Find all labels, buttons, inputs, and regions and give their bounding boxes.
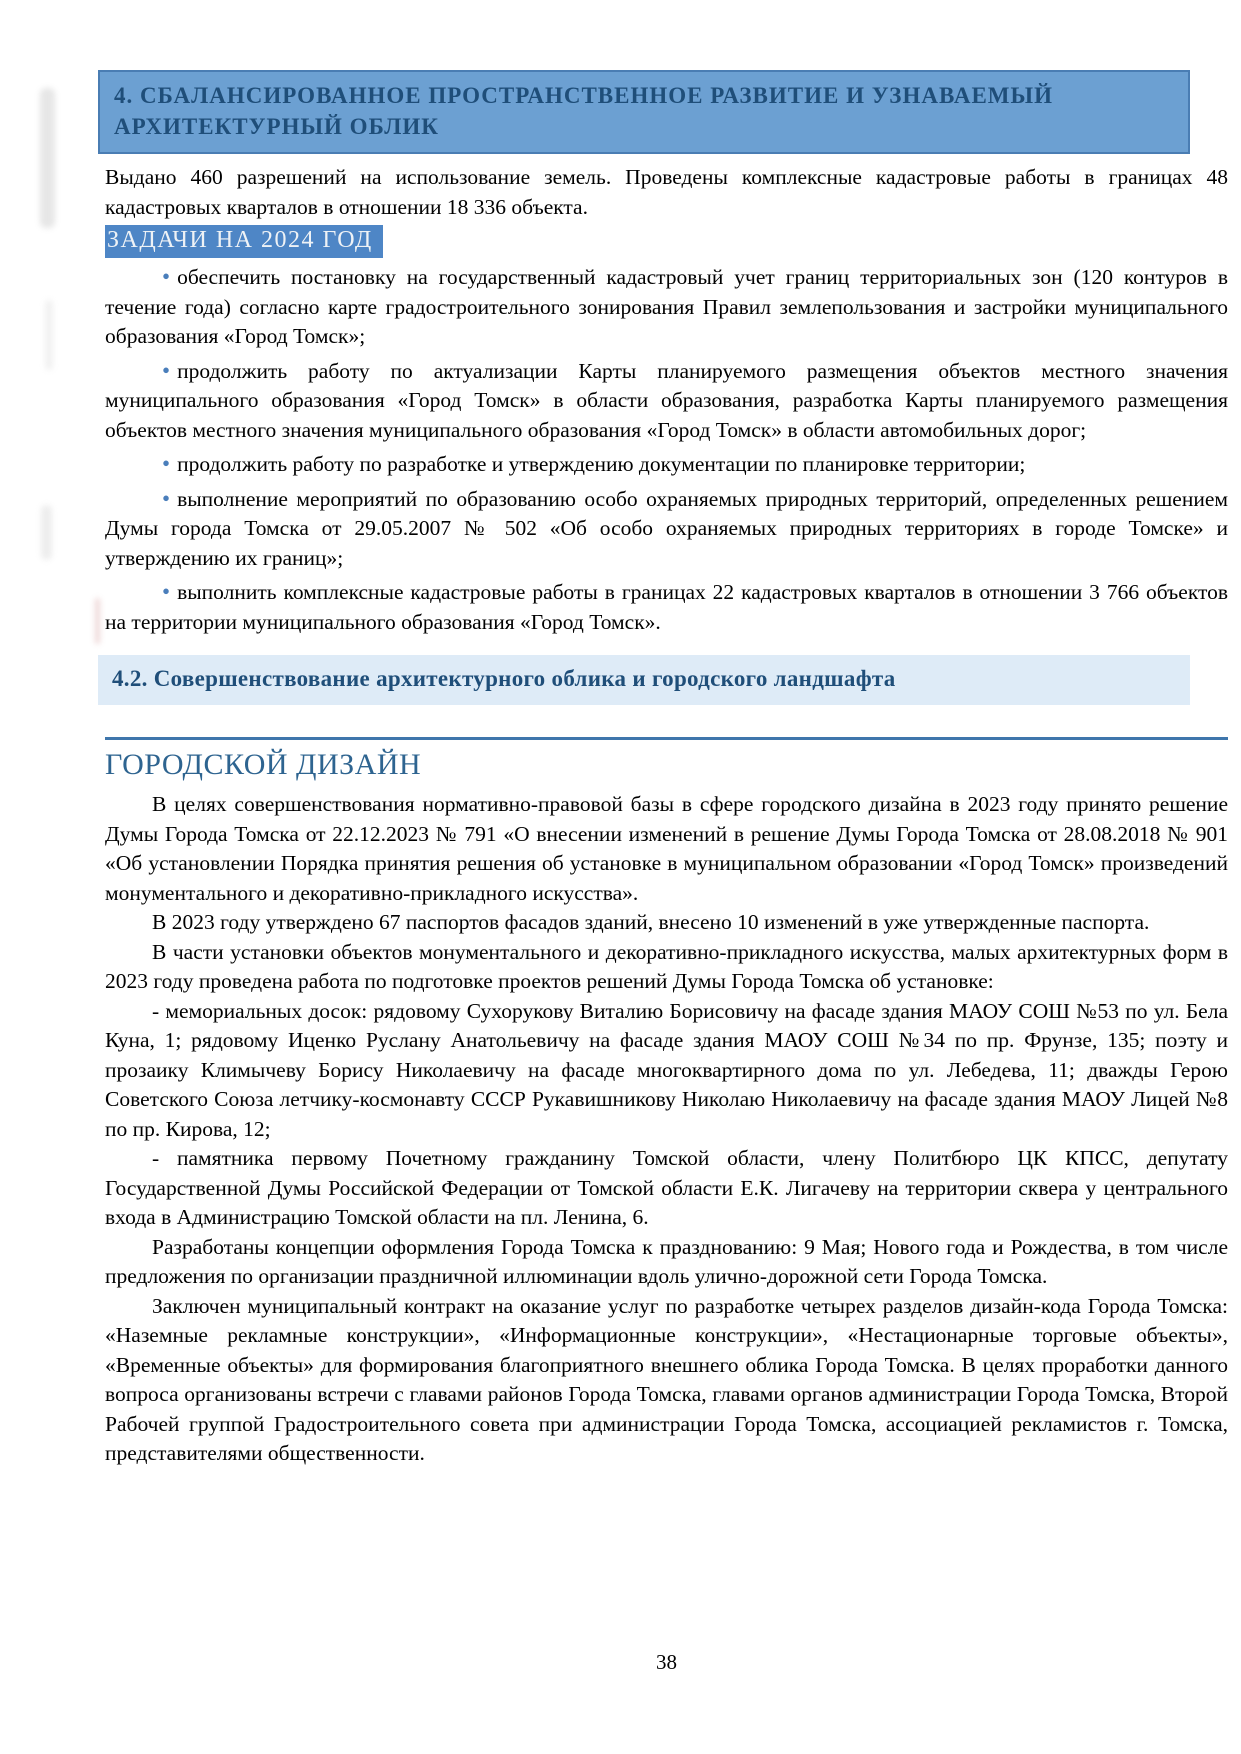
urban-design-section xyxy=(105,737,1228,1469)
intro-paragraph: Выдано 460 разрешений на использование земель. Проведены комплексные кадастровые работы в границах 48 кадастровых кварталов в отношении 18 336 объекта. xyxy=(105,165,1228,219)
page-number: 38 xyxy=(656,1650,677,1674)
scan-artifact xyxy=(41,505,52,560)
design-paragraph: - мемориальных досок: рядовому Сухорукову Виталию Борисовичу на фасаде здания МАОУ СОШ №53 по ул. Бела Куна, 1; рядовому Иценко Руслану Анатольевичу на фасаде здания МАОУ СОШ №34 по пр. Фрунзе, 135; поэту и прозаику Климычеву Борису Николаевичу на фасаде многоквартирного дома по ул. Лебедева, 11; дважды Герою Советского Союза летчику-космонавту СССР Рукавишникову Николаю Николаевичу на фасаде здания МАОУ Лицей №8 по пр. Кирова, 12; xyxy=(105,998,1228,1141)
task-text: выполнение мероприятий по образованию особо охраняемых природных территорий, определенных решением Думы города Томска от 29.05.2007 № 502 «Об особо охраняемых природных территориях в городе Томске» и утверждению их границ»; xyxy=(105,486,1228,570)
task-text: продолжить работу по разработке и утверждению документации по планировке территории; xyxy=(177,452,1026,476)
design-paragraph: Заключен муниципальный контракт на оказание услуг по разработке четырех разделов дизайн-кода Города Томска: «Наземные рекламные конструкции», «Информационные конструкции», «Нестационарные торговые объекты», «Временные объекты» для формирования благоприятного внешнего облика Города Томска. В целях проработки данного вопроса организованы встречи с главами районов Города Томска, главами органов администрации Города Томска, Второй Рабочей группой Градостроительного совета при администрации Города Томска, ассоциацией рекламистов г. Томска, представителями общественности. xyxy=(105,1293,1228,1465)
tasks-2024-label: ЗАДАЧИ НА 2024 ГОД xyxy=(105,225,383,258)
design-paragraph: Разработаны концепции оформления Города Томска к празднованию: 9 Мая; Нового года и Рождества, в том числе предложения по организации праздничной иллюминации вдоль улично-дорожной сети Города Томска. xyxy=(105,1234,1228,1288)
bullet-icon: • xyxy=(162,264,171,289)
bullet-icon: • xyxy=(162,579,171,604)
task-item xyxy=(105,262,1228,352)
section-4-2-title: 4.2. Совершенствование архитектурного облика и городского ландшафта xyxy=(98,655,1190,705)
bullet-icon: • xyxy=(162,357,171,383)
scan-artifact xyxy=(95,598,100,644)
page-content xyxy=(105,70,1228,1469)
design-paragraph: В целях совершенствования нормативно-правовой базы в сфере городского дизайна в 2023 году принято решение Думы Города Томска от 22.12.2023 № 791 «О внесении изменений в решение Думы Города Томска от 28.08.2018 № 901 «Об установлении Порядка принятия решения об установке в муниципальном образовании «Город Томск» произведений монументального и декоративно-прикладного искусства». xyxy=(105,792,1228,905)
design-paragraph: - памятника первому Почетному гражданину Томской области, члену Политбюро ЦК КПСС, депутату Государственной Думы Российской Федерации от Томской области Е.К. Лигачеву на территории сквера у центрального входа в Администрацию Томской области на пл. Ленина, 6. xyxy=(105,1146,1228,1229)
bullet-icon: • xyxy=(162,451,171,476)
design-paragraph: В части установки объектов монументального и декоративно-прикладного искусства, малых архитектурных форм в 2023 году проведена работа по подготовке проектов решений Думы Города Томска об установке: xyxy=(105,939,1228,993)
bullet-icon: • xyxy=(162,485,171,511)
urban-design-heading: ГОРОДСКОЙ ДИЗАЙН xyxy=(105,748,422,781)
task-item xyxy=(105,484,1228,574)
task-text: обеспечить постановку на государственный кадастровый учет границ территориальных зон (120 контуров в течение года) согласно карте градостроительного зонирования Правил землепользования и застройки муниципального образования «Город Томск»; xyxy=(105,265,1228,348)
task-item xyxy=(105,577,1228,637)
task-item xyxy=(105,449,1228,480)
task-text: продолжить работу по актуализации Карты планируемого размещения объектов местного значения муниципального образования «Город Томск» в области образования, разработка Карты планируемого размещения объектов местного значения муниципального образования «Город Томск» в области автомобильных дорог; xyxy=(105,358,1228,442)
scan-artifact xyxy=(45,300,53,370)
task-text: выполнить комплексные кадастровые работы в границах 22 кадастровых кварталов в отношении 3 766 объектов на территории муниципального образования «Город Томск». xyxy=(105,580,1228,634)
task-item xyxy=(105,356,1228,446)
chapter-header: 4. СБАЛАНСИРОВАННОЕ ПРОСТРАНСТВЕННОЕ РАЗВИТИЕ И УЗНАВАЕМЫЙ АРХИТЕКТУРНЫЙ ОБЛИК xyxy=(98,70,1190,154)
design-paragraph: В 2023 году утверждено 67 паспортов фасадов зданий, внесено 10 изменений в уже утвержденные паспорта. xyxy=(152,910,1150,934)
scan-artifact xyxy=(40,88,55,228)
